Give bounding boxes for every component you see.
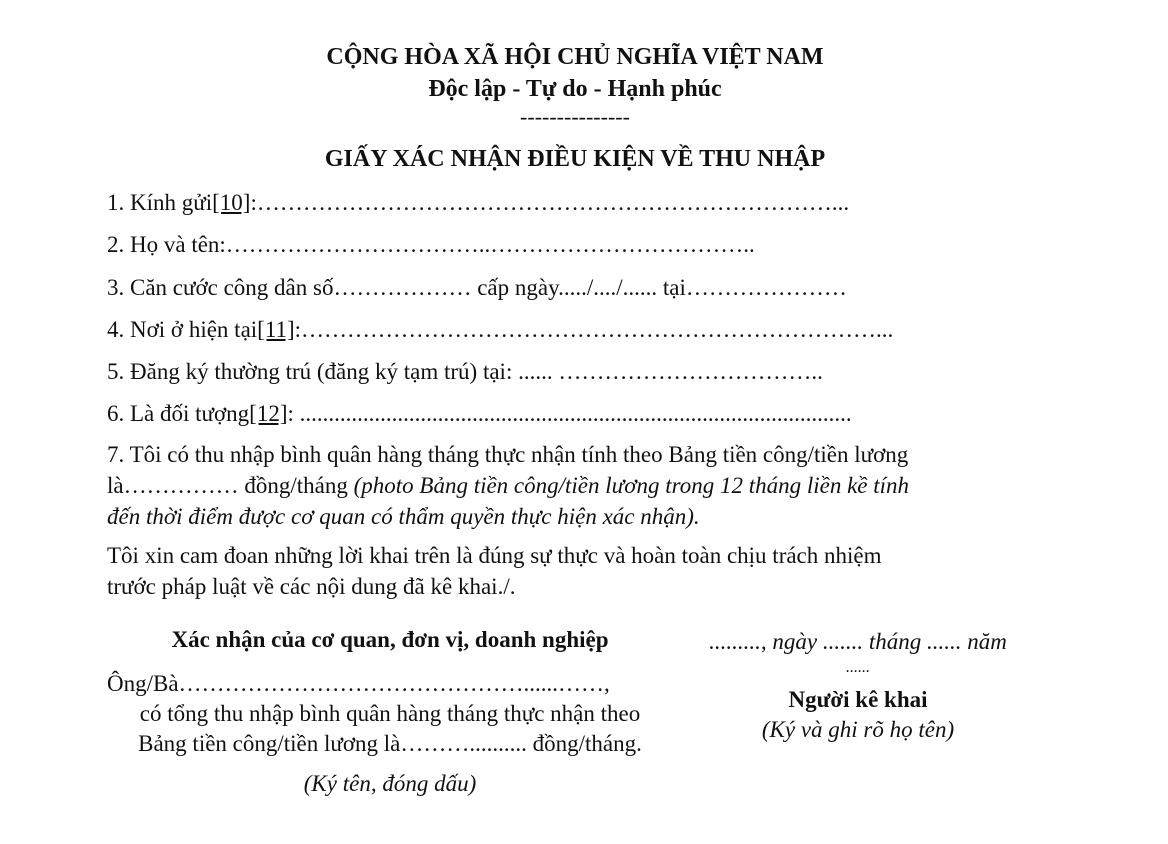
- employer-income-line1: có tổng thu nhập bình quân hàng tháng thực nhận theo: [139, 701, 641, 726]
- employer-sign-note: (Ký tên, đóng dấu): [303, 771, 477, 796]
- field-subject-type: [107, 401, 852, 427]
- country-name: CỘNG HÒA XÃ HỘI CHỦ NGHĨA VIỆT NAM: [326, 44, 824, 70]
- field-income-amount: là…………… đồng/tháng: [107, 473, 354, 498]
- employer-person-line: Ông/Bà………………………………………......……,: [107, 671, 610, 696]
- commitment-line1: Tôi xin cam đoan những lời khai trên là đúng sự thực và hoàn toàn chịu trách nhiệm: [107, 543, 882, 568]
- field-income-note: (photo Bảng tiền công/tiền lương trong 12 tháng liền kề tính: [353, 473, 910, 498]
- field-subject-label: 6. Là đối tượng: [107, 401, 250, 426]
- field-permanent-registration: 5. Đăng ký thường trú (đăng ký tạm trú) tại: ...... ……………………………..: [107, 359, 823, 384]
- employer-confirmation-heading: Xác nhận của cơ quan, đơn vị, doanh nghiệp: [171, 627, 609, 652]
- field-recipient: [107, 190, 849, 216]
- footnote-ref-11: [11]: [257, 317, 295, 342]
- date-line: ........., ngày ....... tháng ...... năm: [709, 629, 1007, 654]
- footnote-ref-12: [12]: [249, 401, 288, 426]
- employer-income-line2: Bảng tiền công/tiền lương là……….......... đồng/tháng.: [138, 731, 642, 756]
- field-full-name: 2. Họ và tên:……………………………..……………………………..: [107, 232, 755, 257]
- field-income-line2: [107, 473, 909, 499]
- field-subject-fill: : ................................................................................................: [287, 401, 852, 426]
- header-separator: ---------------: [520, 104, 630, 129]
- footnote-ref-10: [10]: [212, 190, 251, 215]
- document-title: GIẤY XÁC NHẬN ĐIỀU KIỆN VỀ THU NHẬP: [324, 146, 826, 172]
- field-residence-fill: :…………………………………………………………………...: [294, 317, 894, 342]
- declarant-sign-note: (Ký và ghi rõ họ tên): [761, 717, 955, 742]
- field-residence-label: 4. Nơi ở hiện tại: [107, 317, 258, 342]
- field-recipient-label: 1. Kính gửi: [107, 190, 213, 215]
- field-current-residence: [107, 317, 893, 343]
- commitment-line2: trước pháp luật về các nội dung đã kê khai./.: [107, 574, 516, 599]
- field-recipient-fill: :…………………………………………………………………...: [250, 190, 850, 215]
- declarant-title: Người kê khai: [788, 687, 928, 712]
- field-citizen-id: 3. Căn cước công dân số……………… cấp ngày...../..../...... tại…………………: [107, 275, 847, 300]
- date-line-year: ......: [846, 659, 870, 676]
- field-income-line1: 7. Tôi có thu nhập bình quân hàng tháng thực nhận tính theo Bảng tiền công/tiền lương: [107, 442, 909, 467]
- field-income-line3: đến thời điểm được cơ quan có thẩm quyền thực hiện xác nhận).: [107, 504, 700, 529]
- motto: Độc lập - Tự do - Hạnh phúc: [428, 76, 722, 102]
